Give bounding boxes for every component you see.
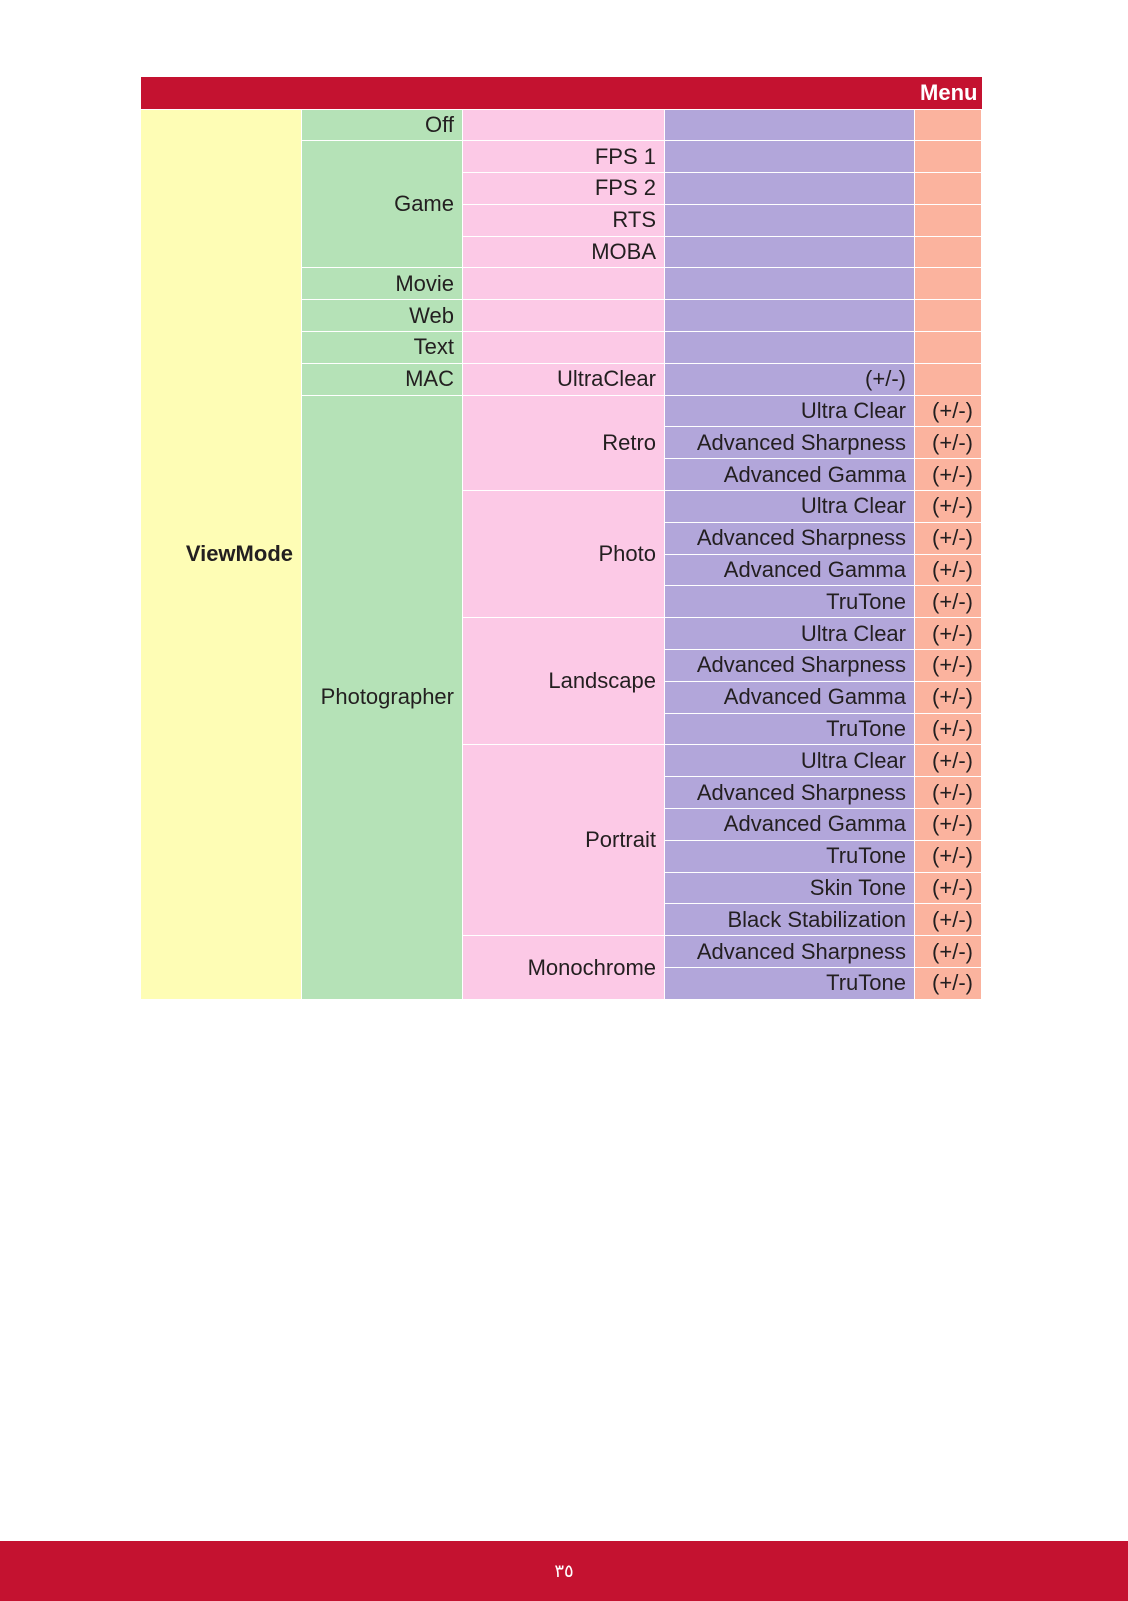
setting-value: (+/-): [915, 904, 982, 936]
game-item: FPS 1: [463, 141, 665, 173]
setting-label: Advanced Sharpness: [665, 427, 915, 459]
setting-value: (+/-): [915, 459, 982, 491]
setting-label: Ultra Clear: [665, 618, 915, 650]
setting-label: TruTone: [665, 840, 915, 872]
setting-value: (+/-): [915, 713, 982, 745]
setting-label: Advanced Sharpness: [665, 777, 915, 809]
menu-header: Menu: [141, 77, 982, 109]
setting-label: Skin Tone: [665, 872, 915, 904]
mode-off: Off: [302, 109, 463, 141]
footer-bar: [0, 1541, 1128, 1601]
game-item: RTS: [463, 204, 665, 236]
setting-value: (+/-): [915, 745, 982, 777]
group-photo: Photo: [463, 491, 665, 618]
setting-label: Black Stabilization: [665, 904, 915, 936]
group-monochrome: Monochrome: [463, 936, 665, 1000]
setting-value: (+/-): [915, 522, 982, 554]
group-portrait: Portrait: [463, 745, 665, 936]
setting-value: (+/-): [915, 586, 982, 618]
setting-label: Ultra Clear: [665, 491, 915, 523]
setting-label: TruTone: [665, 586, 915, 618]
setting-label: Ultra Clear: [665, 745, 915, 777]
setting-value: (+/-): [915, 840, 982, 872]
group-landscape: Landscape: [463, 618, 665, 745]
setting-value: (+/-): [915, 650, 982, 682]
mode-photographer: Photographer: [302, 395, 463, 999]
setting-value: (+/-): [915, 936, 982, 968]
setting-value: (+/-): [915, 554, 982, 586]
mac-value: (+/-): [665, 363, 915, 395]
setting-value: (+/-): [915, 491, 982, 523]
setting-label: TruTone: [665, 713, 915, 745]
setting-value: (+/-): [915, 968, 982, 1000]
setting-label: Advanced Sharpness: [665, 522, 915, 554]
setting-value: (+/-): [915, 681, 982, 713]
group-retro: Retro: [463, 395, 665, 490]
menu-header-row: [141, 77, 982, 109]
viewmode-label: ViewMode: [141, 109, 302, 999]
setting-label: Advanced Gamma: [665, 681, 915, 713]
setting-label: Advanced Gamma: [665, 554, 915, 586]
setting-value: (+/-): [915, 395, 982, 427]
mode-game: Game: [302, 141, 463, 268]
game-item: MOBA: [463, 236, 665, 268]
setting-value: (+/-): [915, 809, 982, 841]
mode-text: Text: [302, 332, 463, 364]
mode-movie: Movie: [302, 268, 463, 300]
table-row: [141, 109, 982, 141]
setting-label: Advanced Sharpness: [665, 936, 915, 968]
game-item: FPS 2: [463, 173, 665, 205]
setting-value: (+/-): [915, 872, 982, 904]
setting-label: Advanced Sharpness: [665, 650, 915, 682]
mac-item: UltraClear: [463, 363, 665, 395]
setting-value: (+/-): [915, 618, 982, 650]
setting-label: TruTone: [665, 968, 915, 1000]
viewmode-menu-table: [140, 77, 982, 1000]
setting-value: (+/-): [915, 777, 982, 809]
setting-label: Advanced Gamma: [665, 459, 915, 491]
mode-mac: MAC: [302, 363, 463, 395]
setting-label: Ultra Clear: [665, 395, 915, 427]
mode-web: Web: [302, 300, 463, 332]
setting-label: Advanced Gamma: [665, 809, 915, 841]
page-number: ٣٥: [554, 1560, 574, 1581]
setting-value: (+/-): [915, 427, 982, 459]
